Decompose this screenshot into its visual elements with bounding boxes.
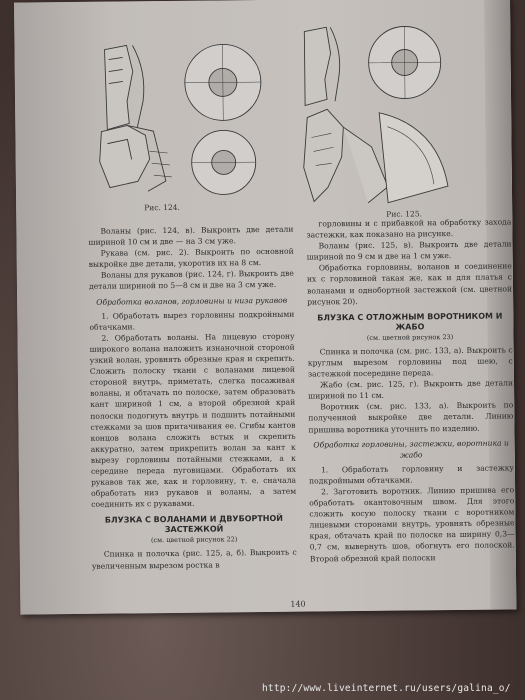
section-heading: БЛУЗКА С ОТЛОЖНЫМ ВОРОТНИКОМ И ЖАБО	[317, 311, 503, 332]
paragraph: Воланы для рукавов (рис. 124, г). Выкроить две детали шириной по 5—8 см и две на 3 см уже.	[88, 269, 294, 292]
paragraph: горловины и с прибавкой на обработку захода застежки, как показано на рисунке.	[306, 217, 512, 240]
left-text-column	[88, 224, 297, 572]
figure-125	[286, 16, 458, 213]
section-subheading: Обработка воланов, горловины и низа рукавов	[96, 295, 288, 307]
paragraph: Воланы (рис. 124, в). Выкроить две детали шириной 10 см и две — на 3 см уже.	[88, 224, 294, 247]
paragraph: Спинка и полочка (см. рис. 133, а). Выкроить с круглым вырезом горловины под шею, с застежкой посередине переда.	[307, 345, 513, 379]
paragraph: Обработка горловины, воланов и соединение их с горловиной такая же, как и для платья с воланами и однобортной застежкой (см. цветной рисунок 20).	[306, 261, 513, 307]
paragraph: 1. Обработать вырез горловины подкройными обтачками.	[89, 309, 295, 332]
paragraph: Воротник (см. рис. 133, а). Выкроить по полученной выкройке две детали. Линию пришива воротника уточнить по изделию.	[308, 400, 514, 435]
figure-125-caption: Рис. 125.	[386, 209, 423, 219]
figure-124-caption: Рис. 124.	[144, 202, 180, 213]
section-reference: (см. цветной рисунок 23)	[366, 332, 454, 342]
watermark-url: http://www.liveinternet.ru/users/galina_o/	[262, 683, 511, 694]
paragraph: 1. Обработать горловину и застежку подкройными обтачками.	[308, 463, 514, 486]
figure-124	[86, 30, 278, 212]
page-number: 140	[290, 599, 306, 609]
paragraph: Рукава (см. рис. 2). Выкроить по основной выкройке две детали, укоротив их на 8 см.	[88, 246, 294, 270]
section-reference: (см. цветной рисунок 22)	[150, 535, 238, 545]
section-subheading: Обработка горловины, застежки, воротника и жабо	[313, 438, 509, 460]
paragraph: Жабо (см. рис. 125, г). Выкроить две детали шириной по 11 см.	[308, 378, 514, 401]
book-page	[14, 0, 516, 615]
paragraph: Воланы (рис. 125, в). Выкроить две детали шириной по 9 см и две на 1 см уже.	[306, 239, 512, 262]
right-text-column	[306, 216, 515, 564]
paragraph: 2. Заготовить воротник. Линию пришива его обработать окантовочным швом. Для этого сложить косую полоску ткани с воротником лицевыми сторонами внутрь, уровнять обрезные края, обтачать край по полоске на ширину 0,3—0,7 см, вывернуть шов, обогнуть его полоской. Второй обрезной край полоски	[309, 485, 515, 564]
section-heading: БЛУЗКА С ВОЛАНАМИ И ДВУБОРТНОЙ ЗАСТЕЖКОЙ	[104, 514, 284, 535]
paragraph: 2. Обработать воланы. На лицевую сторону широкого волана наложить изнаночной стороной узкий волан, уровнять обрезные края и скрепить. Сложить полоску ткани с воланами лицевой стороной внутрь, приметать, слегка посаживая воланы, и обтачать по полоске, затем образовать кант шириной 1 см, а второй обрезной край полоски подогнуть внутрь и подшить потайными стежками за шов притачивания ее. Сгибы кантов концов волана сложить встык и скрепить аккуратно, затем прикрепить волан за кант к вырезу горловины потайными стежками, а к середине переда пуговицами. Обработать их рукавов так же, как и горловину, т. е. сначала обработать низ рукавов и воланы, а затем соединить их с рукавами.	[89, 331, 297, 510]
paragraph: Спинка и полочка (рис. 125, а, б). Выкроить с увеличенным вырезом ростка в	[91, 548, 297, 571]
